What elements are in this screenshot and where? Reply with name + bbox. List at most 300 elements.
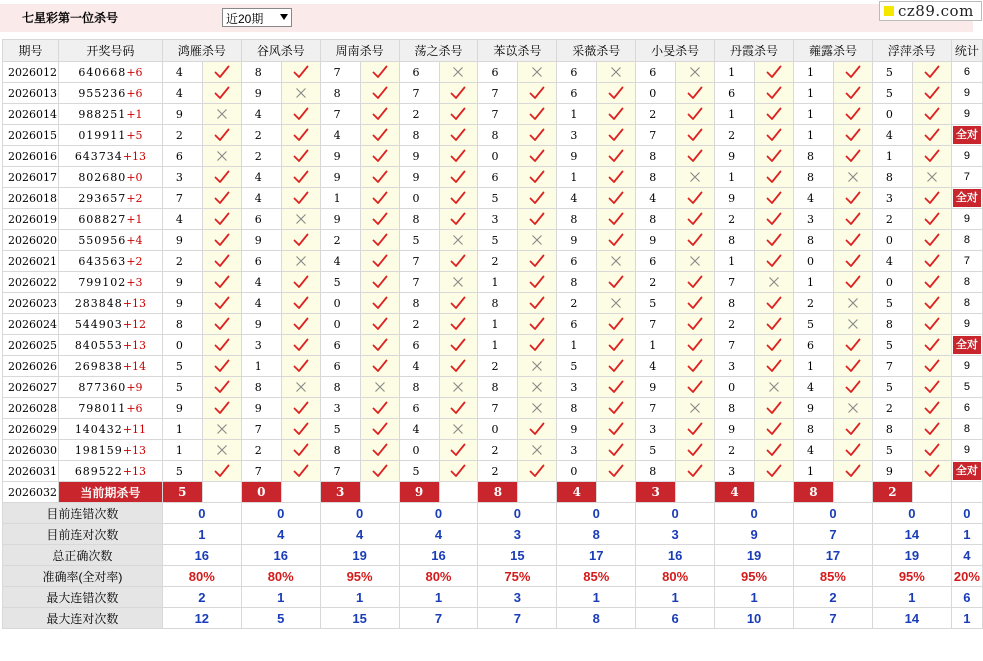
row-total-cell <box>951 62 982 83</box>
check-icon <box>833 272 872 293</box>
kill-number-cell: 9 <box>636 230 676 251</box>
kill-number-cell: 4 <box>794 440 834 461</box>
kill-number-cell: 3 <box>794 209 834 230</box>
stats-value: 80% <box>636 566 715 587</box>
kill-number-cell: 0 <box>872 230 912 251</box>
kill-number-cell: 1 <box>715 62 755 83</box>
all-correct-badge: 全对 <box>953 336 981 354</box>
kill-number-cell: 8 <box>715 230 755 251</box>
kill-number-cell: 4 <box>399 356 439 377</box>
check-icon <box>676 440 715 461</box>
table-row <box>3 314 983 335</box>
cross-icon <box>360 377 399 398</box>
check-icon <box>360 293 399 314</box>
kill-number-cell: 8 <box>241 377 281 398</box>
kill-number-cell: 0 <box>399 440 439 461</box>
site-logo[interactable] <box>879 1 982 21</box>
kill-number-cell: 3 <box>715 461 755 482</box>
all-correct-badge: 全对 <box>953 462 981 480</box>
empty-cell <box>597 482 636 503</box>
draw-numbers: 798011 <box>78 401 127 415</box>
stats-row <box>3 545 983 566</box>
kill-number-cell: 4 <box>636 356 676 377</box>
kill-number-cell: 2 <box>399 314 439 335</box>
kill-number-cell: 4 <box>241 167 281 188</box>
empty-cell <box>202 482 241 503</box>
draw-numbers-cell <box>58 461 162 482</box>
kill-number-cell: 3 <box>557 377 597 398</box>
kill-number-cell: 2 <box>162 125 202 146</box>
stats-value: 19 <box>872 545 951 566</box>
stats-value: 16 <box>636 545 715 566</box>
kill-number-cell: 8 <box>794 419 834 440</box>
cross-icon <box>281 251 320 272</box>
current-kill-number: 5 <box>162 482 202 503</box>
kill-number-cell: 5 <box>399 230 439 251</box>
table-row <box>3 251 983 272</box>
logo-text: cz89.com <box>898 2 974 20</box>
current-period-row <box>3 482 983 503</box>
draw-numbers-cell <box>58 314 162 335</box>
kill-number-cell: 1 <box>794 272 834 293</box>
kill-number-cell: 4 <box>241 293 281 314</box>
kill-number-cell: 1 <box>478 272 518 293</box>
stats-value: 8 <box>557 608 636 629</box>
kill-number-cell: 0 <box>872 104 912 125</box>
total-header: 统计 <box>951 40 982 62</box>
table-row <box>3 377 983 398</box>
check-icon <box>518 293 557 314</box>
kill-number-cell: 7 <box>636 314 676 335</box>
draw-extra: +14 <box>122 359 147 373</box>
check-icon <box>439 188 478 209</box>
kill-number-cell: 8 <box>794 146 834 167</box>
row-total: 9 <box>963 318 970 330</box>
check-icon <box>360 314 399 335</box>
kill-number-cell: 0 <box>636 83 676 104</box>
row-total-cell <box>951 209 982 230</box>
period-cell: 2026029 <box>3 419 59 440</box>
kill-number-cell: 2 <box>872 398 912 419</box>
draw-extra: +13 <box>122 464 147 478</box>
stats-value: 0 <box>715 503 794 524</box>
stats-label: 最大连对次数 <box>3 608 163 629</box>
expert-header: 苯苡杀号 <box>478 40 557 62</box>
check-icon <box>597 188 636 209</box>
check-icon <box>202 356 241 377</box>
draw-numbers-cell <box>58 419 162 440</box>
check-icon <box>281 335 320 356</box>
check-icon <box>360 146 399 167</box>
check-icon <box>676 188 715 209</box>
kill-number-cell: 7 <box>241 461 281 482</box>
check-icon <box>912 419 951 440</box>
stats-value: 0 <box>557 503 636 524</box>
check-icon <box>597 377 636 398</box>
stats-value: 17 <box>794 545 873 566</box>
expert-header: 采薇杀号 <box>557 40 636 62</box>
check-icon <box>676 314 715 335</box>
empty-cell <box>518 482 557 503</box>
check-icon <box>597 209 636 230</box>
check-icon <box>676 125 715 146</box>
check-icon <box>755 314 794 335</box>
cross-icon <box>676 251 715 272</box>
check-icon <box>755 461 794 482</box>
check-icon <box>597 167 636 188</box>
kill-number-cell: 5 <box>636 293 676 314</box>
check-icon <box>202 209 241 230</box>
check-icon <box>676 146 715 167</box>
check-icon <box>202 398 241 419</box>
check-icon <box>202 272 241 293</box>
check-icon <box>755 167 794 188</box>
kill-number-cell: 1 <box>636 335 676 356</box>
kill-number-cell: 1 <box>478 314 518 335</box>
kill-number-cell: 9 <box>557 146 597 167</box>
draw-extra: +9 <box>126 380 143 394</box>
check-icon <box>439 335 478 356</box>
kill-number-cell: 1 <box>794 461 834 482</box>
stats-value: 4 <box>399 524 478 545</box>
kill-number-cell: 2 <box>478 251 518 272</box>
check-icon <box>518 83 557 104</box>
kill-number-cell: 1 <box>794 104 834 125</box>
top-bar <box>0 0 983 36</box>
kill-number-cell: 4 <box>162 209 202 230</box>
kill-number-cell: 1 <box>794 356 834 377</box>
draw-numbers-cell <box>58 104 162 125</box>
check-icon <box>360 104 399 125</box>
stats-value: 2 <box>794 587 873 608</box>
kill-number-cell: 9 <box>715 419 755 440</box>
check-icon <box>833 83 872 104</box>
kill-number-cell: 0 <box>478 419 518 440</box>
kill-number-cell: 9 <box>715 146 755 167</box>
stats-value: 95% <box>320 566 399 587</box>
stats-value: 0 <box>399 503 478 524</box>
kill-number-cell: 6 <box>399 62 439 83</box>
kill-number-cell: 6 <box>557 83 597 104</box>
kill-number-cell: 8 <box>872 314 912 335</box>
check-icon <box>202 83 241 104</box>
cross-icon <box>833 314 872 335</box>
check-icon <box>439 314 478 335</box>
stats-value: 15 <box>478 545 557 566</box>
kill-number-cell: 5 <box>872 377 912 398</box>
stats-value: 1 <box>636 587 715 608</box>
draw-numbers-cell <box>58 272 162 293</box>
kill-number-cell: 2 <box>636 104 676 125</box>
row-total: 8 <box>963 297 970 309</box>
period-cell: 2026016 <box>3 146 59 167</box>
stats-value: 19 <box>320 545 399 566</box>
row-total: 8 <box>963 234 970 246</box>
check-icon <box>439 398 478 419</box>
kill-number-cell: 7 <box>715 335 755 356</box>
kill-number-cell: 8 <box>320 83 360 104</box>
row-total-cell <box>951 146 982 167</box>
logo-square-icon <box>884 6 894 16</box>
row-total: 9 <box>963 150 970 162</box>
draw-numbers: 955236 <box>78 86 127 100</box>
kill-number-cell: 7 <box>478 398 518 419</box>
stats-value: 0 <box>636 503 715 524</box>
draw-extra: +3 <box>126 275 143 289</box>
kill-number-cell: 6 <box>399 398 439 419</box>
period-cell: 2026026 <box>3 356 59 377</box>
kill-number-cell: 9 <box>320 167 360 188</box>
kill-number-cell: 7 <box>636 398 676 419</box>
draw-extra: +0 <box>126 170 143 184</box>
check-icon <box>518 461 557 482</box>
stats-value: 7 <box>794 524 873 545</box>
period-header: 期号 <box>3 40 59 62</box>
kill-number-cell: 9 <box>557 230 597 251</box>
draw-numbers: 799102 <box>78 275 127 289</box>
kill-number-cell: 6 <box>557 314 597 335</box>
kill-number-cell: 1 <box>320 188 360 209</box>
check-icon <box>597 272 636 293</box>
check-icon <box>833 62 872 83</box>
check-icon <box>360 419 399 440</box>
expert-header: 鸿雁杀号 <box>162 40 241 62</box>
table-row <box>3 146 983 167</box>
check-icon <box>360 209 399 230</box>
row-total: 5 <box>963 381 970 393</box>
stats-row <box>3 587 983 608</box>
cross-icon <box>518 398 557 419</box>
stats-value: 85% <box>557 566 636 587</box>
draw-numbers: 198159 <box>74 443 123 457</box>
table-row <box>3 419 983 440</box>
check-icon <box>597 104 636 125</box>
draw-extra: +1 <box>126 107 143 121</box>
kill-number-cell: 8 <box>636 167 676 188</box>
draw-numbers-cell <box>58 146 162 167</box>
check-icon <box>833 146 872 167</box>
stats-value: 1 <box>162 524 241 545</box>
kill-number-cell: 3 <box>241 335 281 356</box>
kill-number-cell: 4 <box>399 419 439 440</box>
cross-icon <box>833 167 872 188</box>
check-icon <box>281 272 320 293</box>
expert-header: 浮萍杀号 <box>872 40 951 62</box>
cross-icon <box>833 293 872 314</box>
check-icon <box>439 251 478 272</box>
cross-icon <box>439 62 478 83</box>
table-row <box>3 188 983 209</box>
draw-numbers-cell <box>58 83 162 104</box>
draw-numbers-cell <box>58 167 162 188</box>
check-icon <box>755 188 794 209</box>
kill-number-cell: 9 <box>557 419 597 440</box>
empty-cell <box>281 482 320 503</box>
stats-row <box>3 608 983 629</box>
draw-numbers: 140432 <box>74 422 123 436</box>
kill-number-cell: 8 <box>636 146 676 167</box>
check-icon <box>360 125 399 146</box>
stats-row <box>3 503 983 524</box>
draw-numbers: 877360 <box>78 380 127 394</box>
kill-number-cell: 1 <box>162 440 202 461</box>
check-icon <box>439 461 478 482</box>
kill-number-cell: 9 <box>241 314 281 335</box>
period-cell: 2026022 <box>3 272 59 293</box>
empty-cell <box>755 482 794 503</box>
kill-number-cell: 0 <box>872 272 912 293</box>
kill-number-cell: 9 <box>794 398 834 419</box>
check-icon <box>360 356 399 377</box>
check-icon <box>202 251 241 272</box>
check-icon <box>518 419 557 440</box>
period-range-value: 近20期 <box>226 12 264 26</box>
kill-number-cell: 4 <box>241 104 281 125</box>
check-icon <box>439 167 478 188</box>
draw-extra: +2 <box>126 254 143 268</box>
stats-value: 8 <box>557 524 636 545</box>
stats-row <box>3 524 983 545</box>
kill-number-cell: 2 <box>636 272 676 293</box>
cross-icon <box>755 377 794 398</box>
check-icon <box>281 293 320 314</box>
stats-value: 75% <box>478 566 557 587</box>
cross-icon <box>439 377 478 398</box>
draw-numbers-cell <box>58 335 162 356</box>
check-icon <box>676 272 715 293</box>
check-icon <box>439 104 478 125</box>
check-icon <box>281 62 320 83</box>
row-total: 8 <box>963 423 970 435</box>
check-icon <box>676 377 715 398</box>
check-icon <box>518 272 557 293</box>
stats-value: 0 <box>872 503 951 524</box>
check-icon <box>676 293 715 314</box>
cross-icon <box>597 251 636 272</box>
kill-number-cell: 2 <box>399 104 439 125</box>
row-total: 7 <box>963 255 970 267</box>
period-range-select[interactable] <box>222 8 292 27</box>
cross-icon <box>676 62 715 83</box>
draw-numbers: 269838 <box>74 359 123 373</box>
check-icon <box>281 167 320 188</box>
check-icon <box>439 83 478 104</box>
check-icon <box>439 440 478 461</box>
stats-value: 1 <box>241 587 320 608</box>
row-total: 7 <box>963 171 970 183</box>
period-cell: 2026013 <box>3 83 59 104</box>
kill-number-cell: 3 <box>557 440 597 461</box>
check-icon <box>597 83 636 104</box>
kill-number-cell: 8 <box>478 377 518 398</box>
row-total-cell <box>951 419 982 440</box>
kill-number-cell: 8 <box>872 419 912 440</box>
period-cell: 2026012 <box>3 62 59 83</box>
kill-number-cell: 2 <box>478 461 518 482</box>
cross-icon <box>281 377 320 398</box>
kill-number-cell: 7 <box>478 104 518 125</box>
check-icon <box>281 440 320 461</box>
check-icon <box>202 167 241 188</box>
stats-value: 17 <box>557 545 636 566</box>
check-icon <box>755 104 794 125</box>
check-icon <box>439 209 478 230</box>
check-icon <box>202 125 241 146</box>
table-row <box>3 230 983 251</box>
kill-number-cell: 5 <box>162 377 202 398</box>
check-icon <box>833 335 872 356</box>
check-icon <box>912 461 951 482</box>
draw-numbers: 988251 <box>78 107 127 121</box>
kill-number-cell: 4 <box>636 188 676 209</box>
kill-number-cell: 7 <box>399 251 439 272</box>
stats-label: 最大连错次数 <box>3 587 163 608</box>
check-icon <box>833 251 872 272</box>
current-kill-number: 0 <box>241 482 281 503</box>
check-icon <box>676 356 715 377</box>
stats-value: 1 <box>872 587 951 608</box>
period-cell: 2026019 <box>3 209 59 230</box>
kill-number-cell: 6 <box>241 251 281 272</box>
kill-number-cell: 5 <box>872 335 912 356</box>
check-icon <box>281 419 320 440</box>
check-icon <box>439 125 478 146</box>
row-total: 9 <box>963 444 970 456</box>
check-icon <box>597 461 636 482</box>
cross-icon <box>439 419 478 440</box>
check-icon <box>202 335 241 356</box>
kill-number-cell: 3 <box>636 419 676 440</box>
kill-number-cell: 8 <box>636 209 676 230</box>
stats-value: 95% <box>715 566 794 587</box>
check-icon <box>597 125 636 146</box>
kill-number-cell: 6 <box>320 356 360 377</box>
cross-icon <box>755 272 794 293</box>
cross-icon <box>281 209 320 230</box>
stats-value: 3 <box>478 587 557 608</box>
draw-numbers-cell <box>58 293 162 314</box>
kill-number-cell: 8 <box>320 440 360 461</box>
kill-number-cell: 6 <box>557 62 597 83</box>
kill-number-cell: 6 <box>557 251 597 272</box>
period-cell: 2026015 <box>3 125 59 146</box>
kill-number-cell: 9 <box>162 293 202 314</box>
check-icon <box>360 83 399 104</box>
table-row <box>3 167 983 188</box>
kill-number-cell: 8 <box>794 230 834 251</box>
kill-number-cell: 8 <box>241 62 281 83</box>
check-icon <box>833 188 872 209</box>
cross-icon <box>597 62 636 83</box>
current-kill-number: 8 <box>794 482 834 503</box>
period-cell: 2026030 <box>3 440 59 461</box>
kill-number-cell: 9 <box>715 188 755 209</box>
check-icon <box>833 377 872 398</box>
kill-number-cell: 8 <box>478 293 518 314</box>
empty-cell <box>439 482 478 503</box>
empty-cell <box>360 482 399 503</box>
kill-number-cell: 5 <box>557 356 597 377</box>
draw-numbers-cell <box>58 440 162 461</box>
check-icon <box>518 167 557 188</box>
table-row <box>3 356 983 377</box>
kill-number-cell: 1 <box>794 125 834 146</box>
draw-numbers-cell <box>58 377 162 398</box>
numbers-header: 开奖号码 <box>58 40 162 62</box>
kill-number-cell: 4 <box>794 188 834 209</box>
draw-extra: +13 <box>122 443 147 457</box>
kill-number-cell: 8 <box>320 377 360 398</box>
